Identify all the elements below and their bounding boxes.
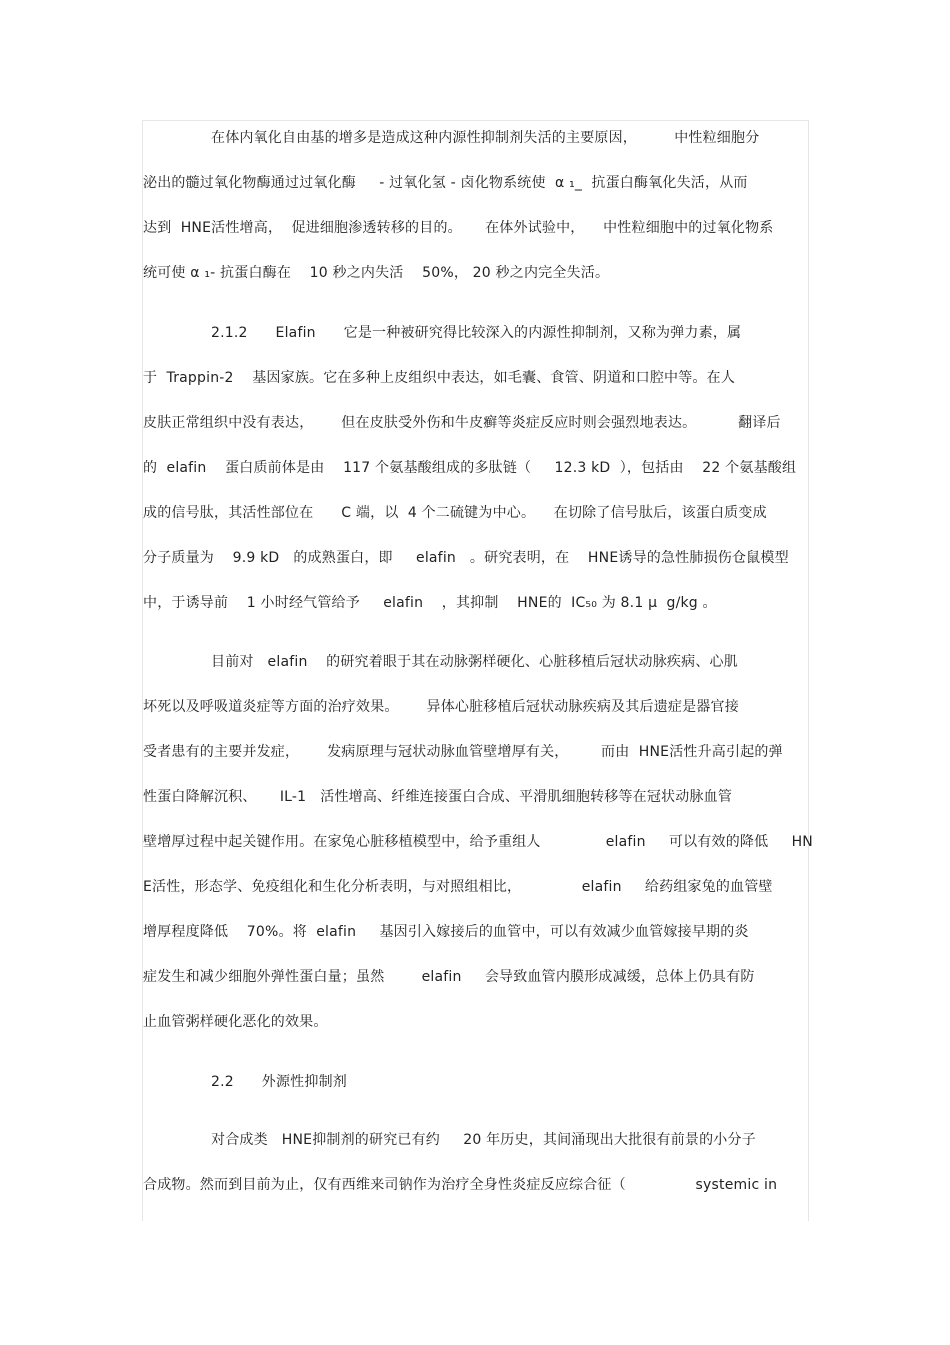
text-line: 合成物。然而到目前为止，仅有西维来司钠作为治疗全身性炎症反应综合征（ systemic in	[143, 1177, 778, 1193]
section-heading: 2.2 外源性抑制剂	[211, 1074, 347, 1090]
text-line: 2.1.2 Elafin 它是一种被研究得比较深入的内源性抑制剂，又称为弹力素，属	[211, 325, 742, 341]
text-line: 对合成类 HNE抑制剂的研究已有约 20 年历史，其间涌现出大批很有前景的小分子	[211, 1132, 756, 1148]
text-line: 性蛋白降解沉积、 IL-1 活性增高、纤维连接蛋白合成、平滑肌细胞转移等在冠状动脉血管	[143, 789, 733, 805]
text-line: 坏死以及呼吸道炎症等方面的治疗效果。 异体心脏移植后冠状动脉疾病及其后遗症是器官接	[143, 699, 739, 715]
text-line: 中，于诱导前 1 小时经气管给予 elafin ，其抑制 HNE的 IC₅₀ 为 8.1 μ g/kg 。	[143, 595, 717, 611]
text-line: 达到 HNE活性增高， 促进细胞渗透转移的目的。 在体外试验中， 中性粒细胞中的过氧化物系	[143, 220, 774, 236]
text-line: 壁增厚过程中起关键作用。在家兔心脏移植模型中，给予重组人 elafin 可以有效的降低 HN	[143, 834, 813, 850]
text-line: 于 Trappin-2 基因家族。它在多种上皮组织中表达，如毛囊、食管、阴道和口腔中等。在人	[143, 370, 736, 386]
text-line: 增厚程度降低 70%。将 elafin 基因引入嫁接后的血管中，可以有效减少血管嫁接早期的炎	[143, 924, 749, 940]
text-line: 症发生和减少细胞外弹性蛋白量；虽然 elafin 会导致血管内膜形成减缓，总体上仍具有防	[143, 969, 755, 985]
text-line: 成的信号肽，其活性部位在 C 端，以 4 个二硫键为中心。 在切除了信号肽后，该蛋白质变成	[143, 505, 767, 521]
text-line: 分子质量为 9.9 kD 的成熟蛋白，即 elafin 。研究表明，在 HNE诱导的急性肺损伤仓鼠模型	[143, 550, 789, 566]
text-line: 的 elafin 蛋白质前体是由 117 个氨基酸组成的多肽链（ 12.3 kD ），包括由 22 个氨基酸组	[143, 460, 797, 476]
text-line: 泌出的髓过氧化物酶通过过氧化酶 - 过氧化氢 - 卤化物系统使 α ₁_ 抗蛋白酶氧化失活，从而	[143, 175, 748, 191]
text-line: E活性，形态学、免疫组化和生化分析表明，与对照组相比， elafin 给药组家兔的血管壁	[143, 879, 773, 895]
text-line: 统可使 α ₁- 抗蛋白酶在 10 秒之内失活 50%， 20 秒之内完全失活。	[143, 265, 610, 281]
text-line: 在体内氧化自由基的增多是造成这种内源性抑制剂失活的主要原因， 中性粒细胞分	[211, 130, 760, 146]
text-line: 目前对 elafin 的研究着眼于其在动脉粥样硬化、心脏移植后冠状动脉疾病、心肌	[211, 654, 738, 670]
text-line: 受者患有的主要并发症， 发病原理与冠状动脉血管壁增厚有关， 而由 HNE活性升高引起的弹	[143, 744, 783, 760]
text-line: 止血管粥样硬化恶化的效果。	[143, 1014, 328, 1030]
text-line: 皮肤正常组织中没有表达， 但在皮肤受外伤和牛皮癣等炎症反应时则会强烈地表达。 翻译后	[143, 415, 781, 431]
